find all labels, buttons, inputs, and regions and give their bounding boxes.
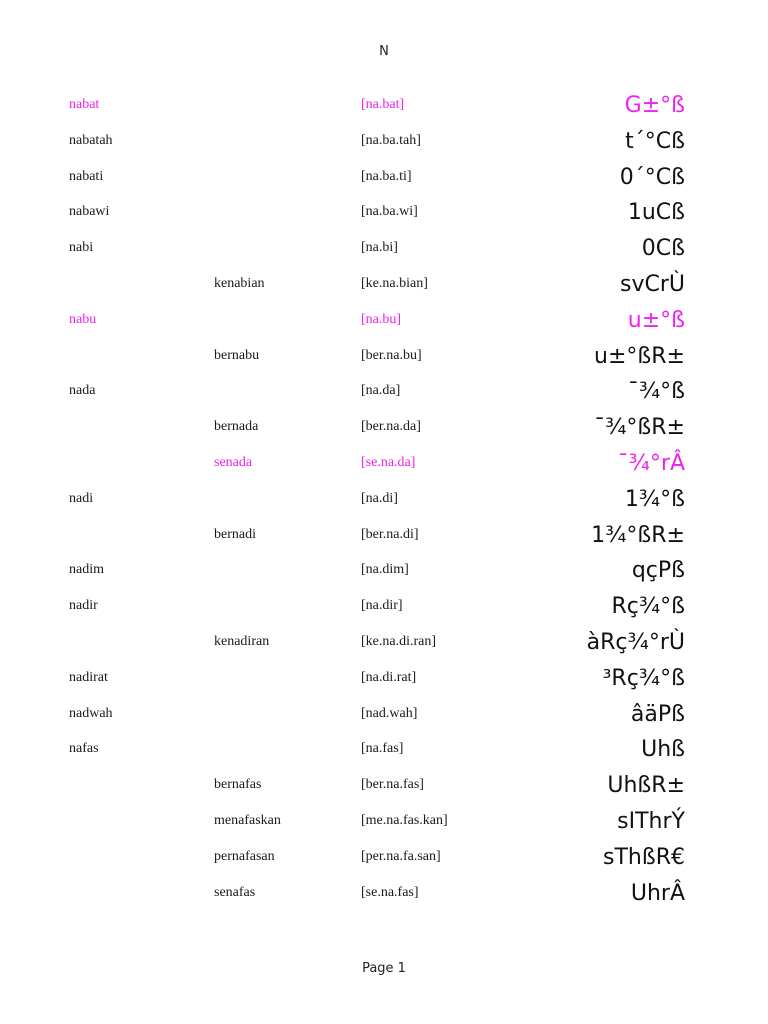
entry-headword: nadir <box>69 598 98 614</box>
entry-syllabification: [nad.wah] <box>361 705 418 721</box>
entry-syllabification: [na.ba.wi] <box>361 204 418 220</box>
entry-glyph-text: àRç¾°rÙ <box>586 629 685 655</box>
entry-derived-word: kenadiran <box>214 633 270 649</box>
entry-headword: nabi <box>69 240 94 256</box>
entry-syllabification: [me.na.fas.kan] <box>361 812 448 828</box>
dictionary-entry-row <box>0 408 768 444</box>
entry-glyph-text: qçPß <box>631 558 685 584</box>
entry-glyph-text: Uhß <box>641 737 685 763</box>
dictionary-entry-row <box>0 444 768 480</box>
entry-syllabification: [ber.na.da] <box>361 419 421 435</box>
dictionary-entry-row <box>0 193 768 229</box>
entry-derived-word: pernafasan <box>214 848 275 864</box>
entry-syllabification: [na.dim] <box>361 562 409 578</box>
entry-derived-word: kenabian <box>214 275 265 291</box>
entry-syllabification: [na.da] <box>361 383 401 399</box>
entry-syllabification: [ber.na.fas] <box>361 777 424 793</box>
entry-syllabification: [per.na.fa.san] <box>361 848 441 864</box>
dictionary-entry-row <box>0 122 768 158</box>
entry-headword: nadi <box>69 490 94 506</box>
entry-derived-word: bernabu <box>214 347 260 363</box>
entry-derived-word: senafas <box>214 884 256 900</box>
dictionary-entry-row <box>0 86 768 122</box>
entry-headword: nabat <box>69 97 100 112</box>
entry-syllabification: [na.di.rat] <box>361 669 417 685</box>
entry-glyph-text: ¯¾°rÂ <box>617 450 685 476</box>
dictionary-entry-row <box>0 516 768 552</box>
entry-derived-word: bernadi <box>214 526 256 542</box>
entry-glyph-text: t´°Cß <box>625 128 685 154</box>
dictionary-entry-row <box>0 730 768 766</box>
entry-syllabification: [na.ba.ti] <box>361 168 412 184</box>
dictionary-entry-row <box>0 551 768 587</box>
entry-syllabification: [ber.na.di] <box>361 526 419 542</box>
entry-glyph-text: ¯¾°ß <box>627 379 685 405</box>
dictionary-entry-row <box>0 695 768 731</box>
entry-headword: nabawi <box>69 204 110 220</box>
entry-glyph-text: svCrÙ <box>620 271 685 297</box>
entry-derived-word: bernafas <box>214 777 262 793</box>
page-header-letter: N <box>379 44 389 59</box>
dictionary-entry-row <box>0 766 768 802</box>
entry-headword: nadwah <box>69 705 113 721</box>
dictionary-entry-row <box>0 659 768 695</box>
entry-headword: nabu <box>69 311 97 327</box>
entry-glyph-text: UhßR± <box>607 773 685 799</box>
dictionary-entry-row <box>0 265 768 301</box>
dictionary-entry-row <box>0 623 768 659</box>
entry-headword: nadim <box>69 562 104 578</box>
entry-glyph-text: âäPß <box>630 701 685 727</box>
entry-syllabification: [na.di] <box>361 490 398 506</box>
entry-glyph-text: 1¾°ßR± <box>591 522 685 548</box>
entry-glyph-text: ³Rç¾°ß <box>602 665 685 691</box>
entry-syllabification: [ber.na.bu] <box>361 347 422 363</box>
entry-glyph-text: sIThrÝ <box>617 808 685 834</box>
dictionary-entries <box>0 86 768 909</box>
entry-glyph-text: 0´°Cß <box>619 164 685 190</box>
dictionary-entry-row <box>0 480 768 516</box>
entry-headword: nafas <box>69 741 99 757</box>
dictionary-entry-row <box>0 372 768 408</box>
entry-syllabification: [na.bat] <box>361 97 405 112</box>
entry-syllabification: [na.bi] <box>361 240 398 256</box>
entry-headword: nabati <box>69 168 104 184</box>
entry-glyph-text: ¯¾°ßR± <box>594 415 685 441</box>
entry-syllabification: [se.na.da] <box>361 454 416 470</box>
entry-glyph-text: 1uCß <box>627 200 685 226</box>
entry-glyph-text: UhrÂ <box>630 880 685 906</box>
entry-headword: nadirat <box>69 669 108 685</box>
entry-headword: nada <box>69 383 96 399</box>
dictionary-entry-row <box>0 301 768 337</box>
entry-glyph-text: Rç¾°ß <box>611 594 685 620</box>
entry-syllabification: [ke.na.bian] <box>361 275 428 291</box>
dictionary-entry-row <box>0 874 768 910</box>
dictionary-entry-row <box>0 337 768 373</box>
dictionary-entry-row <box>0 802 768 838</box>
entry-derived-word: menafaskan <box>214 812 281 828</box>
dictionary-entry-row <box>0 838 768 874</box>
entry-syllabification: [na.fas] <box>361 741 404 757</box>
dictionary-entry-row <box>0 158 768 194</box>
entry-syllabification: [na.bu] <box>361 311 402 327</box>
entry-glyph-text: sThßR€ <box>603 844 685 870</box>
entry-syllabification: [na.dir] <box>361 598 403 614</box>
entry-derived-word: senada <box>214 454 253 470</box>
entry-glyph-text: u±°ß <box>627 307 685 333</box>
page-number: Page 1 <box>362 961 406 976</box>
entry-glyph-text: u±°ßR± <box>594 343 685 369</box>
dictionary-entry-row <box>0 587 768 623</box>
entry-syllabification: [na.ba.tah] <box>361 132 421 148</box>
entry-glyph-text: 1¾°ß <box>624 486 685 512</box>
entry-syllabification: [ke.na.di.ran] <box>361 633 437 649</box>
entry-headword: nabatah <box>69 132 113 148</box>
entry-derived-word: bernada <box>214 419 259 435</box>
entry-glyph-text: G±°ß <box>624 93 685 118</box>
entry-syllabification: [se.na.fas] <box>361 884 419 900</box>
dictionary-entry-row <box>0 229 768 265</box>
entry-glyph-text: 0Cß <box>641 236 685 262</box>
